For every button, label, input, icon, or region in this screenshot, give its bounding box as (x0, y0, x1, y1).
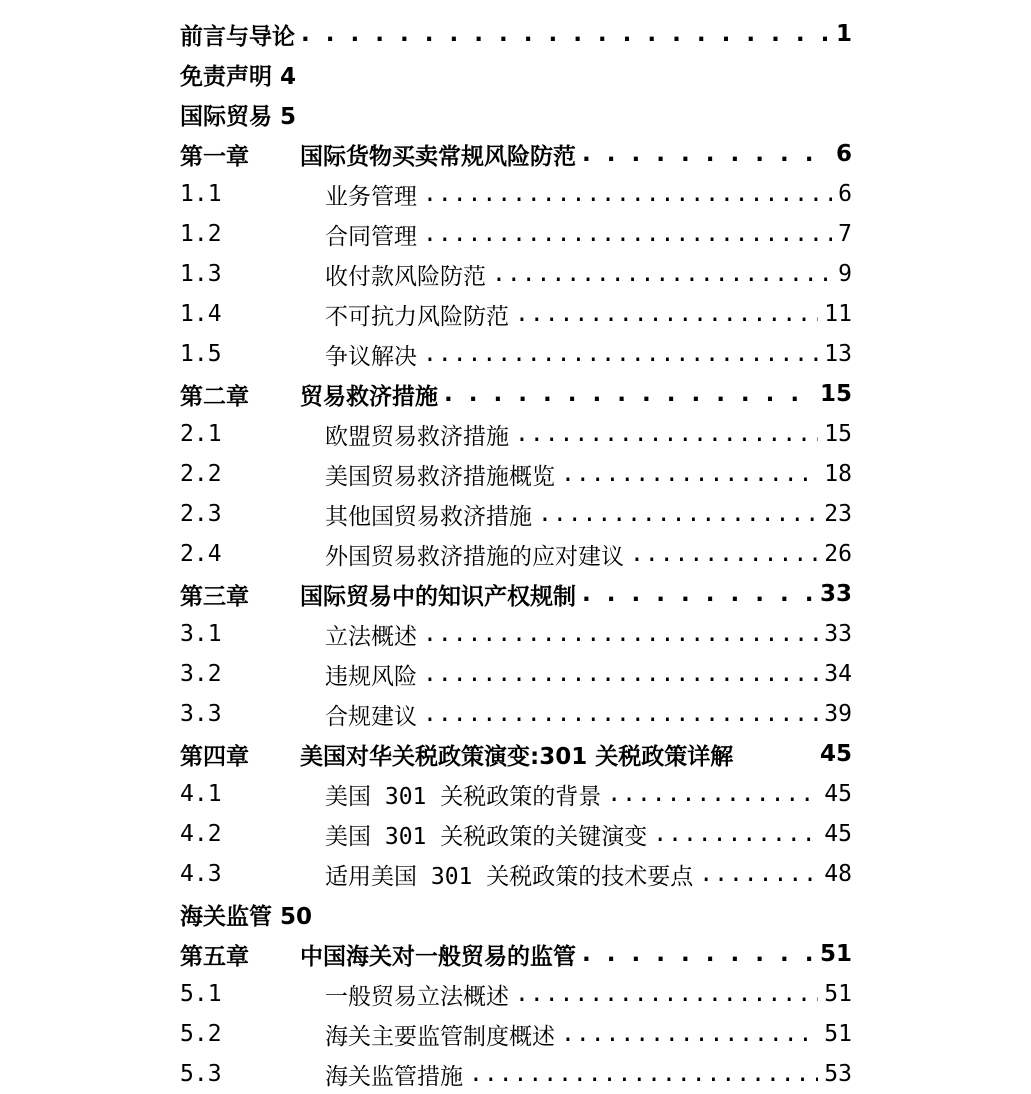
toc-entry-page-number: 18 (824, 461, 852, 487)
toc-entry-number: 5.2 (180, 1021, 222, 1047)
toc-entry-main[interactable] (180, 734, 852, 774)
toc-entry-title: 不可抗力风险防范 (325, 303, 509, 330)
toc-entry-title: 美国 301 关税政策的背景 (325, 783, 602, 810)
dot-leader (423, 221, 832, 247)
toc-entry-number: 3.3 (180, 701, 222, 727)
toc-entry-title: 美国对华关税政策演变:301 关税政策详解 (300, 743, 734, 770)
dot-leader (515, 421, 818, 447)
table-of-contents (180, 14, 852, 1094)
toc-entry-page-number: 15 (819, 381, 852, 407)
dot-leader (582, 141, 830, 167)
toc-entry-number: 第四章 (180, 743, 249, 770)
toc-entry-title: 国际贸易中的知识产权规制 (300, 583, 576, 610)
toc-entry-page-number: 1 (835, 21, 852, 47)
toc-entry-number: 4.2 (180, 821, 222, 847)
dot-leader (653, 821, 818, 847)
toc-entry-page-number: 9 (838, 261, 852, 287)
toc-entry-sub[interactable] (180, 694, 852, 734)
toc-entry-title: 立法概述 (325, 623, 417, 650)
toc-entry-sub[interactable] (180, 334, 852, 374)
dot-leader (538, 501, 818, 527)
toc-entry-sub[interactable] (180, 414, 852, 454)
toc-entry-sub[interactable] (180, 854, 852, 894)
dot-leader (423, 341, 818, 367)
toc-entry-title: 海关监管 50 (180, 903, 313, 930)
toc-entry-sub[interactable] (180, 534, 852, 574)
toc-entry-number: 第一章 (180, 143, 249, 170)
toc-entry-number: 1.4 (180, 301, 222, 327)
toc-entry-sub[interactable] (180, 814, 852, 854)
toc-entry-title: 合规建议 (325, 703, 417, 730)
toc-entry-main[interactable] (180, 934, 852, 974)
toc-entry-title: 海关主要监管制度概述 (325, 1023, 555, 1050)
toc-entry-number: 2.4 (180, 541, 222, 567)
toc-entry-page-number: 45 (819, 741, 852, 767)
dot-leader (423, 701, 818, 727)
dot-leader (515, 981, 818, 1007)
toc-entry-main[interactable] (180, 14, 852, 54)
toc-entry-number: 第三章 (180, 583, 249, 610)
toc-entry-page-number: 15 (824, 421, 852, 447)
toc-entry-number: 第五章 (180, 943, 249, 970)
toc-entry-page-number: 53 (824, 1061, 852, 1087)
toc-entry-title: 欧盟贸易救济措施 (325, 423, 509, 450)
toc-entry-page-number: 34 (824, 661, 852, 687)
toc-entry-sub[interactable] (180, 494, 852, 534)
toc-entry-page-number: 39 (824, 701, 852, 727)
toc-entry-number: 3.1 (180, 621, 222, 647)
dot-leader (444, 381, 814, 407)
toc-entry-sub[interactable] (180, 294, 852, 334)
dot-leader (423, 661, 818, 687)
toc-entry-number: 4.1 (180, 781, 222, 807)
toc-entry-number: 5.3 (180, 1061, 222, 1087)
toc-entry-page-number: 51 (824, 1021, 852, 1047)
toc-entry-sub[interactable] (180, 774, 852, 814)
toc-entry-page-number: 33 (824, 621, 852, 647)
toc-entry-number: 1.2 (180, 221, 222, 247)
toc-entry-page-number: 23 (824, 501, 852, 527)
toc-entry-page-number: 6 (835, 141, 852, 167)
dot-leader (469, 1061, 818, 1087)
toc-entry-number: 4.3 (180, 861, 222, 887)
toc-entry-title: 适用美国 301 关税政策的技术要点 (325, 863, 694, 890)
toc-entry-page-number: 51 (824, 981, 852, 1007)
toc-entry-main[interactable] (180, 134, 852, 174)
toc-entry-page-number: 11 (824, 301, 852, 327)
toc-entry-page-number: 6 (838, 181, 852, 207)
dot-leader (630, 541, 818, 567)
dot-leader (561, 1021, 818, 1047)
toc-entry-number: 2.3 (180, 501, 222, 527)
toc-entry-number: 5.1 (180, 981, 222, 1007)
toc-entry-number: 1.5 (180, 341, 222, 367)
toc-entry-sub[interactable] (180, 614, 852, 654)
toc-entry-page-number: 45 (824, 781, 852, 807)
toc-entry-title: 美国贸易救济措施概览 (325, 463, 555, 490)
dot-leader (515, 301, 818, 327)
toc-entry-number: 第二章 (180, 383, 249, 410)
toc-entry-title: 海关监管措施 (325, 1063, 463, 1090)
toc-entry-number: 1.3 (180, 261, 222, 287)
toc-entry-number: 3.2 (180, 661, 222, 687)
toc-entry-main[interactable] (180, 894, 852, 934)
toc-entry-title: 国际贸易 5 (180, 103, 297, 130)
dot-leader (582, 941, 814, 967)
dot-leader (423, 621, 818, 647)
toc-entry-sub[interactable] (180, 254, 852, 294)
toc-entry-title: 争议解决 (325, 343, 417, 370)
toc-entry-sub[interactable] (180, 654, 852, 694)
toc-entry-main[interactable] (180, 374, 852, 414)
toc-entry-page-number: 7 (838, 221, 852, 247)
toc-entry-title: 其他国贸易救济措施 (325, 503, 532, 530)
dot-leader (607, 781, 818, 807)
toc-entry-title: 违规风险 (325, 663, 417, 690)
toc-entry-title: 美国 301 关税政策的关键演变 (325, 823, 648, 850)
dot-leader (699, 861, 818, 887)
toc-entry-page-number: 33 (819, 581, 852, 607)
toc-entry-page-number: 51 (819, 941, 852, 967)
toc-entry-sub[interactable] (180, 1014, 852, 1054)
toc-entry-sub[interactable] (180, 214, 852, 254)
toc-entry-title: 国际货物买卖常规风险防范 (300, 143, 576, 170)
toc-entry-number: 2.2 (180, 461, 222, 487)
toc-entry-page-number: 45 (824, 821, 852, 847)
toc-entry-page-number: 26 (824, 541, 852, 567)
dot-leader (582, 581, 814, 607)
toc-entry-page-number: 13 (824, 341, 852, 367)
toc-entry-title: 一般贸易立法概述 (325, 983, 509, 1010)
dot-leader (561, 461, 818, 487)
toc-entry-title: 外国贸易救济措施的应对建议 (325, 543, 624, 570)
toc-entry-main[interactable] (180, 574, 852, 614)
toc-entry-title: 业务管理 (325, 183, 417, 210)
toc-entry-title: 收付款风险防范 (325, 263, 486, 290)
toc-entry-title: 贸易救济措施 (300, 383, 438, 410)
dot-leader (492, 261, 832, 287)
toc-entry-number: 1.1 (180, 181, 222, 207)
toc-entry-sub[interactable] (180, 974, 852, 1014)
toc-entry-sub[interactable] (180, 454, 852, 494)
toc-entry-title: 中国海关对一般贸易的监管 (300, 943, 576, 970)
toc-entry-main[interactable] (180, 54, 852, 94)
dot-leader (301, 21, 830, 47)
toc-entry-number: 2.1 (180, 421, 222, 447)
toc-entry-sub[interactable] (180, 1054, 852, 1094)
toc-entry-title: 合同管理 (325, 223, 417, 250)
toc-entry-title: 前言与导论 (180, 23, 295, 50)
toc-entry-title: 免责声明 4 (180, 63, 297, 90)
toc-entry-main[interactable] (180, 94, 852, 134)
toc-entry-page-number: 48 (824, 861, 852, 887)
toc-entry-sub[interactable] (180, 174, 852, 214)
dot-leader (423, 181, 832, 207)
